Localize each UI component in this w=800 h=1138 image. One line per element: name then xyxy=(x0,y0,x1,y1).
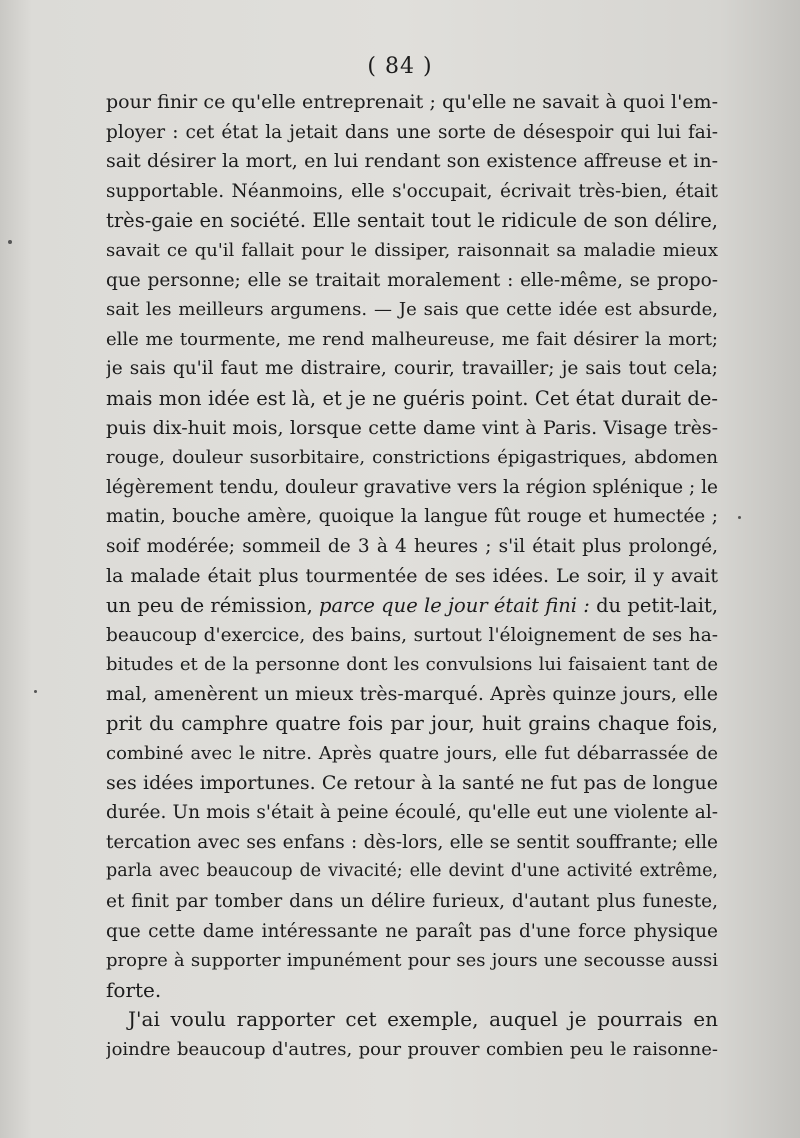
text-line: ses idées importunes. Ce retour à la santé ne fut pas de longue xyxy=(106,771,718,794)
text-line: soif modérée; sommeil de 3 à 4 heures ; s'il était plus prolongé, xyxy=(106,535,718,557)
text-line: mal, amenèrent un mieux très-marqué. Après quinze jours, elle xyxy=(106,682,718,705)
ink-speck xyxy=(8,240,12,244)
text-line: je sais qu'il faut me distraire, courir, travailler; je sais tout cela; xyxy=(106,358,718,380)
text-line: durée. Un mois s'était à peine écoulé, qu'elle eut une violente al- xyxy=(106,802,718,824)
page-number: ( 84 ) xyxy=(367,54,433,79)
text-line: pour finir ce qu'elle entreprenait ; qu'elle ne savait à quoi l'em- xyxy=(106,91,718,113)
text-fragment: du petit-lait, xyxy=(596,594,718,618)
text-line: très-gaie en société. Elle sentait tout le ridicule de son délire, xyxy=(106,209,718,233)
italic-phrase: parce que le jour était fini : xyxy=(319,594,590,618)
text-line: la malade était plus tourmentée de ses idées. Le soir, il y avait xyxy=(106,564,718,587)
text-line: parla avec beaucoup de vivacité; elle devint d'une activité extrême, xyxy=(106,861,718,882)
text-line: ployer : cet état la jetait dans une sorte de désespoir qui lui fai- xyxy=(106,121,718,143)
text-fragment: un peu de rémission, xyxy=(106,594,313,618)
text-line-with-italic xyxy=(106,591,718,621)
text-line: J'ai voulu rapporter cet exemple, auquel je pourrais en xyxy=(128,1007,718,1032)
text-line: mais mon idée est là, et je ne guéris point. Cet état durait de- xyxy=(106,386,718,410)
text-line: joindre beaucoup d'autres, pour prouver combien peu le raisonne- xyxy=(106,1039,718,1060)
text-line: bitudes et de la personne dont les convulsions lui faisaient tant de xyxy=(106,654,718,676)
text-line: elle me tourmente, me rend malheureuse, me fait désirer la mort; xyxy=(106,328,718,350)
text-line: savait ce qu'il fallait pour le dissiper, raisonnait sa maladie mieux xyxy=(106,239,718,261)
text-block xyxy=(106,88,718,1065)
text-line: supportable. Néanmoins, elle s'occupait, écrivait très-bien, était xyxy=(106,180,718,202)
text-line: que cette dame intéressante ne paraît pas d'une force physique xyxy=(106,920,718,942)
text-line: combiné avec le nitre. Après quatre jours, elle fut débarrassée de xyxy=(106,743,718,765)
text-line: puis dix-huit mois, lorsque cette dame vint à Paris. Visage très- xyxy=(106,416,718,439)
text-line: propre à supporter impunément pour ses jours une secousse aussi xyxy=(106,950,718,972)
text-line: que personne; elle se traitait moralement : elle-même, se propo- xyxy=(106,269,718,291)
text-line: rouge, douleur susorbitaire, constrictions épigastriques, abdomen xyxy=(106,447,718,469)
text-line: légèrement tendu, douleur gravative vers la région splénique ; le xyxy=(106,476,718,498)
ink-speck xyxy=(34,690,37,693)
ink-speck xyxy=(738,516,741,519)
text-line: sait les meilleurs argumens. — Je sais que cette idée est absurde, xyxy=(106,299,718,321)
text-line: tercation avec ses enfans : dès-lors, elle se sentit souffrante; elle xyxy=(106,831,718,853)
text-line: matin, bouche amère, quoique la langue fût rouge et humectée ; xyxy=(106,506,718,528)
text-line: beaucoup d'exercice, des bains, surtout l'éloignement de ses ha- xyxy=(106,624,718,646)
text-line: sait désirer la mort, en lui rendant son existence affreuse et in- xyxy=(106,150,718,173)
text-line: et finit par tomber dans un délire furieux, d'autant plus funeste, xyxy=(106,891,718,913)
text-line: forte. xyxy=(106,977,162,1002)
text-line: prit du camphre quatre fois par jour, huit grains chaque fois, xyxy=(106,712,718,736)
